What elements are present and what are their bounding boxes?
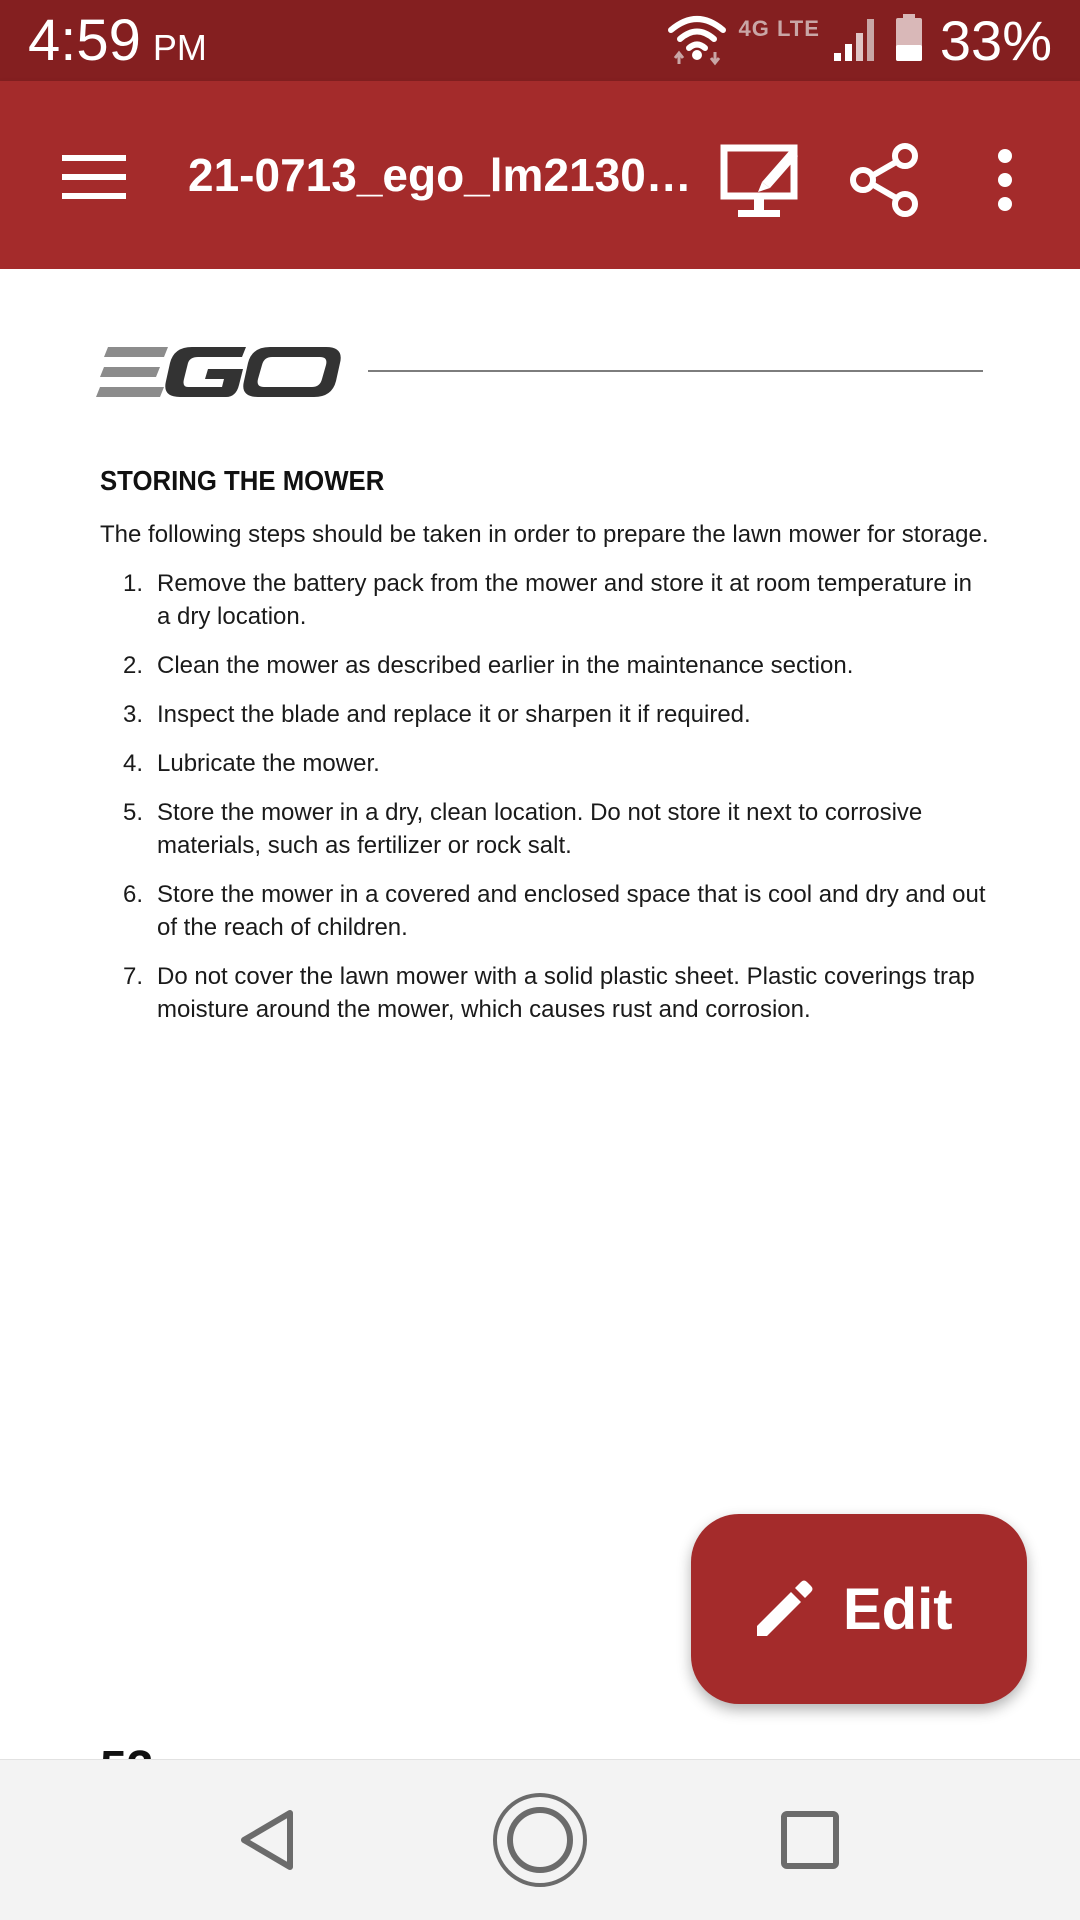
step-text: Remove the battery pack from the mower and store it at room temperature in a dry location.	[157, 570, 973, 630]
step-number: 5.	[122, 799, 143, 826]
back-icon	[232, 1805, 302, 1875]
edit-label: Edit	[843, 1576, 953, 1642]
step-number: 2.	[122, 652, 143, 679]
step-number: 7.	[122, 963, 143, 990]
list-item	[100, 878, 990, 944]
list-item	[100, 796, 990, 862]
intro-paragraph: The following steps should be taken in order to prepare the lawn mower for storage.	[100, 521, 989, 548]
header-rule	[368, 370, 983, 372]
step-number: 1.	[122, 570, 143, 597]
present-button[interactable]	[716, 135, 806, 225]
steps-list	[100, 567, 990, 1042]
list-item	[100, 698, 990, 731]
navigation-bar	[0, 1759, 1080, 1920]
menu-icon	[50, 137, 130, 217]
list-item	[100, 649, 990, 682]
edit-button[interactable]	[691, 1514, 1027, 1704]
step-text: Inspect the blade and replace it or sharpen it if required.	[157, 701, 751, 728]
status-bar	[0, 0, 1080, 81]
wifi-icon	[667, 12, 727, 69]
present-icon	[716, 138, 806, 222]
pencil-icon	[751, 1576, 817, 1642]
signal-icon	[832, 13, 882, 68]
recents-button[interactable]	[755, 1790, 865, 1890]
list-item	[100, 567, 990, 633]
more-vert-icon	[990, 140, 1020, 220]
step-number: 4.	[122, 750, 143, 777]
battery-icon	[894, 13, 924, 68]
step-text: Do not cover the lawn mower with a solid plastic sheet. Plastic coverings trap moisture around the mower, which causes rust and corrosion.	[157, 963, 975, 1023]
step-text: Clean the mower as described earlier in the maintenance section.	[157, 652, 854, 679]
menu-button[interactable]	[50, 137, 130, 217]
clock-ampm: PM	[152, 27, 207, 68]
section-title: STORING THE MOWER	[100, 465, 385, 496]
network-type: 4G LTE	[738, 16, 820, 41]
home-icon	[490, 1790, 590, 1890]
list-item	[100, 960, 990, 1026]
document-title: 21-0713_ego_lm2130…	[188, 149, 692, 201]
step-text: Lubricate the mower.	[157, 750, 380, 777]
step-number: 3.	[122, 701, 143, 728]
ego-logo	[98, 343, 344, 403]
share-icon	[843, 140, 923, 220]
status-icons	[667, 8, 1052, 73]
clock: 4:59	[28, 8, 141, 73]
home-button[interactable]	[485, 1790, 595, 1890]
recents-icon	[778, 1808, 842, 1872]
step-text: Store the mower in a covered and enclosed space that is cool and dry and out of the reach of children.	[157, 881, 986, 941]
back-button[interactable]	[212, 1790, 322, 1890]
app-bar	[0, 81, 1080, 269]
list-item	[100, 747, 990, 780]
more-options-button[interactable]	[960, 135, 1050, 225]
step-number: 6.	[122, 881, 143, 908]
battery-percent: 33%	[939, 9, 1052, 72]
step-text: Store the mower in a dry, clean location. Do not store it next to corrosive materials, such as fertilizer or rock salt.	[157, 799, 923, 859]
share-button[interactable]	[838, 135, 928, 225]
status-time	[28, 7, 207, 74]
